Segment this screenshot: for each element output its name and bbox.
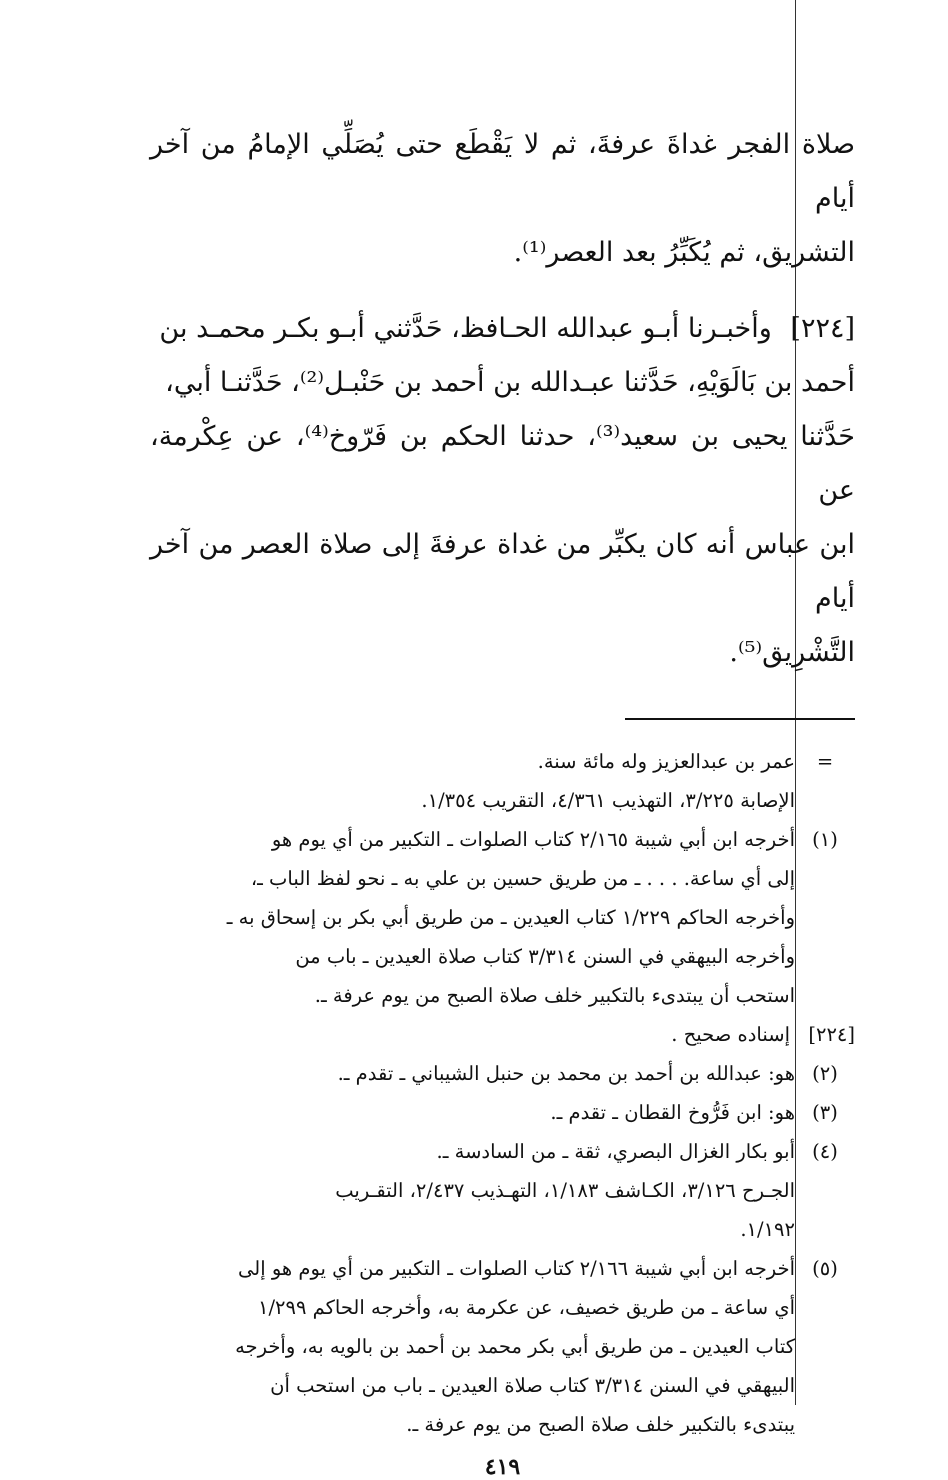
page: [150, 118, 855, 1480]
main-text: [150, 118, 855, 680]
footnote-continuation: = عمر بن عبدالعزيز وله مائة سنة. الإصابة ٣/٢٢٥، التهذيب ٤/٣٦١، التقريب ١/٣٥٤.: [421, 750, 834, 812]
footnote-224: [٢٢٤] إسناده صحيح .: [671, 1023, 855, 1046]
paragraph-1: صلاة الفجر غداةَ عرفةَ، ثم لا يَقْطَع حتى يُصَلِّي الإمامُ من آخر أيام التشريق، ثم يُكَبِّرُ بعد العصر⁽¹⁾.: [150, 129, 855, 268]
footnotes: [150, 742, 855, 1444]
footnote-4: (٤) أبو بكار الغزال البصري، ثقة ـ من السادسة ـ. الجـرح ٣/١٢٦، الكـاشف ١/١٨٣، التهـذيب ٢/٤٣٧، التقـريب ١/١٩٢.: [335, 1140, 838, 1241]
footnote-separator: [625, 718, 855, 720]
footnote-1: (١) أخرجه ابن أبي شيبة ٢/١٦٥ كتاب الصلوات ـ التكبير من أي يوم هو إلى أي ساعة. . . . ـ من طريق حسين بن علي به ـ نحو لفظ الباب ـ، وأخرجه الحاكم ١/٢٢٩ كتاب العيدين ـ من طريق أبي بكر بن إسحاق به ـ وأخرجه البيهقي في السنن ٣/٣١٤ كتاب صلاة العيدين ـ باب من استحب أن يبتدىء بالتكبير خلف صلاة الصبح من يوم عرفة ـ.: [226, 828, 838, 1007]
page-number: ٤١٩: [484, 1454, 521, 1480]
paragraph-2: [٢٢٤] وأخبـرنا أبـو عبدالله الحـافظ، حَدَّثني أبـو بكـر محمـد بن أحمد بن بَالَوَيْهِ، حَدَّثنا عبـدالله بن أحمد بن حَنْبـل⁽²⁾، حَدَّثنـا أبي، حَدَّثنا يحيى بن سعيد⁽³⁾، حدثنا الحكم بن فَرّوخ⁽⁴⁾، عن عِكْرمة، عن ابن عباس أنه كان يكبِّر من غداة عرفةَ إلى صلاة العصر من آخر أيام التَّشْرِيق⁽⁵⁾.: [150, 313, 855, 668]
footnote-3: (٣) هو: ابن فَرُّوخ القطان ـ تقدم ـ.: [550, 1101, 838, 1124]
footnote-2: (٢) هو: عبدالله بن أحمد بن محمد بن حنبل الشيباني ـ تقدم ـ.: [337, 1062, 838, 1085]
hadith-number: [٢٢٤]: [790, 313, 855, 344]
footnote-5: (٥) أخرجه ابن أبي شيبة ٢/١٦٦ كتاب الصلوات ـ التكبير من أي يوم هو إلى أي ساعة ـ من طريق خصيف، عن عكرمة به، وأخرجه الحاكم ١/٢٩٩ كتاب العيدين ـ من طريق أبي بكر محمد بن أحمد بن بالويه به، وأخرجه البيهقي في السنن ٣/٣١٤ كتاب صلاة العيدين ـ باب من استحب أن يبتدىء بالتكبير خلف صلاة الصبح من يوم عرفة ـ.: [235, 1257, 838, 1436]
